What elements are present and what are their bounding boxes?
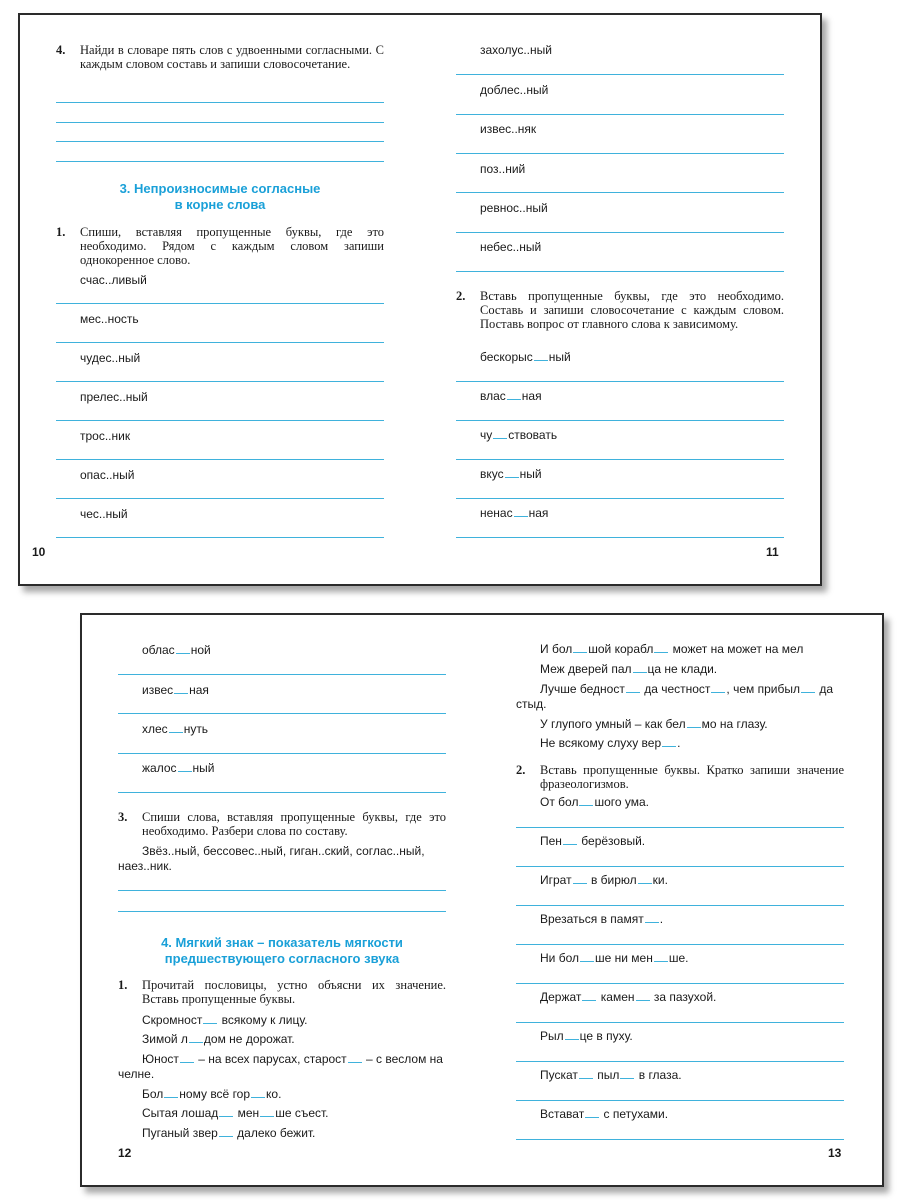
- writing-line: [516, 1061, 844, 1062]
- page-number: 10: [32, 545, 46, 559]
- writing-line: [456, 459, 784, 460]
- page-10: [20, 15, 420, 584]
- blank-gap: [534, 350, 548, 361]
- blank-gap: [620, 1068, 634, 1079]
- writing-line: [516, 905, 844, 906]
- word-item: вкус ный: [480, 467, 542, 481]
- word-item: прелес..ный: [80, 390, 148, 404]
- phrase-item: От бол шого ума.: [540, 795, 649, 809]
- word-item: захолус..ный: [480, 43, 552, 57]
- proverb-line: Меж дверей пал ца не клади.: [540, 662, 718, 676]
- writing-line: [56, 303, 384, 304]
- blank-gap: [801, 682, 815, 693]
- blank-gap: [638, 873, 652, 884]
- word-item: чес..ный: [80, 507, 128, 521]
- blank-gap: [563, 834, 577, 845]
- writing-line: [516, 866, 844, 867]
- page-12: [82, 615, 482, 1185]
- section-heading: [56, 181, 384, 213]
- writing-line: [456, 271, 784, 272]
- blank-gap: [169, 722, 183, 733]
- writing-line: [516, 1139, 844, 1140]
- writing-line: [516, 827, 844, 828]
- writing-line: [56, 459, 384, 460]
- writing-line: [456, 381, 784, 382]
- writing-line: [56, 122, 384, 123]
- word-item: влас ная: [480, 389, 542, 403]
- task-text: Вставь пропущенные буквы. Кратко запиши значение фразеологизмов.: [540, 763, 844, 791]
- writing-line: [56, 342, 384, 343]
- writing-line: [516, 983, 844, 984]
- book-spread-12-13: [80, 613, 884, 1187]
- writing-line: [56, 161, 384, 162]
- word-item: чу ствовать: [480, 428, 558, 442]
- blank-gap: [582, 990, 596, 1001]
- blank-gap: [189, 1032, 203, 1043]
- page-number: 13: [828, 1146, 842, 1160]
- phrase-item: Рыл це в пуху.: [540, 1029, 633, 1043]
- writing-line: [56, 102, 384, 103]
- blank-gap: [654, 642, 668, 653]
- phrase-item: Пускат пыл в глаза.: [540, 1068, 682, 1082]
- section-heading-line: предшествующего согласного звука: [164, 951, 400, 966]
- writing-line: [456, 498, 784, 499]
- blank-gap: [579, 795, 593, 806]
- phrase-item: Врезаться в памят .: [540, 912, 664, 926]
- blank-gap: [633, 662, 647, 673]
- blank-gap: [579, 1068, 593, 1079]
- word-item: бескорыс ный: [480, 350, 571, 364]
- blank-gap: [662, 736, 676, 747]
- writing-line: [456, 192, 784, 193]
- word-list: Звёз..ный, бессовес..ный, гиган..ский, соглас..ный, наез..ник.: [118, 844, 425, 873]
- writing-line: [456, 537, 784, 538]
- blank-gap: [260, 1106, 274, 1117]
- proverb-line: Не всякому слуху вер .: [540, 736, 681, 750]
- phrase-item: Ни бол ше ни мен ше.: [540, 951, 689, 965]
- proverb-line: Зимой л дом не дорожат.: [142, 1032, 295, 1046]
- blank-gap: [164, 1087, 178, 1098]
- proverb-line: Лучше бедност да честност , чем прибыл да стыд.: [516, 682, 834, 711]
- writing-line: [118, 911, 446, 912]
- task-number: 2.: [516, 763, 526, 777]
- writing-line: [516, 1100, 844, 1101]
- writing-line: [56, 381, 384, 382]
- blank-gap: [219, 1106, 233, 1117]
- blank-gap: [573, 873, 587, 884]
- section-heading-line: 3. Непроизносимые согласные: [119, 181, 321, 196]
- blank-gap: [348, 1052, 362, 1063]
- task-text: Спиши слова, вставляя пропущенные буквы, где это необходимо. Разбери слова по составу.: [142, 810, 446, 838]
- task-text: Найди в словаре пять слов с удвоенными согласными. С каждым словом составь и запиши словосочетание.: [80, 43, 384, 71]
- word-item: поз..ний: [480, 162, 526, 176]
- blank-gap: [493, 428, 507, 439]
- book-spread-10-11: [18, 13, 822, 586]
- proverb-line: Сытая лошад мен ше съест.: [142, 1106, 329, 1120]
- proverb-line: Бол ному всё гор ко.: [142, 1087, 282, 1101]
- word-item: ревнос..ный: [480, 201, 548, 215]
- section-heading-line: в корне слова: [174, 197, 266, 212]
- blank-gap: [180, 1052, 194, 1063]
- word-item: счас..ливый: [80, 273, 147, 287]
- word-item: облас ной: [142, 643, 211, 657]
- blank-gap: [505, 467, 519, 478]
- writing-line: [456, 153, 784, 154]
- blank-gap: [626, 682, 640, 693]
- task-text: Спиши, вставляя пропущенные буквы, где это необходимо. Рядом с каждым словом запиши однокоренное слово.: [80, 225, 384, 267]
- word-item: доблес..ный: [480, 83, 549, 97]
- word-item: извес ная: [142, 683, 209, 697]
- blank-gap: [203, 1013, 217, 1024]
- writing-line: [516, 944, 844, 945]
- word-item: чудес..ный: [80, 351, 141, 365]
- proverb-line: Пуганый звер далеко бежит.: [142, 1126, 316, 1140]
- blank-gap: [585, 1107, 599, 1118]
- writing-line: [516, 1022, 844, 1023]
- page-number: 12: [118, 1146, 132, 1160]
- writing-line: [56, 141, 384, 142]
- blank-gap: [687, 717, 701, 728]
- page-13: [482, 615, 882, 1185]
- proverb-line: У глупого умный – как бел мо на глазу.: [540, 717, 768, 731]
- task-text: Вставь пропущенные буквы, где это необходимо. Составь и запиши словосочетание с каждым словом. Поставь вопрос от главного слова к зависимому.: [480, 289, 784, 331]
- proverb-line: Скромност всякому к лицу.: [142, 1013, 308, 1027]
- blank-gap: [178, 761, 192, 772]
- section-heading-line: 4. Мягкий знак – показатель мягкости: [161, 935, 403, 950]
- writing-line: [118, 674, 446, 675]
- task-number: 2.: [456, 289, 466, 303]
- blank-gap: [580, 951, 594, 962]
- blank-gap: [176, 643, 190, 654]
- blank-gap: [711, 682, 725, 693]
- blank-gap: [514, 506, 528, 517]
- page-11: [420, 15, 820, 584]
- writing-line: [118, 713, 446, 714]
- section-heading: [118, 935, 446, 967]
- blank-gap: [219, 1126, 233, 1137]
- blank-gap: [251, 1087, 265, 1098]
- writing-line: [118, 890, 446, 891]
- word-item: ненас ная: [480, 506, 549, 520]
- task-number: 1.: [118, 978, 128, 992]
- writing-line: [56, 537, 384, 538]
- proverb-line: И бол шой корабл может на может на мел: [540, 642, 804, 656]
- task-text: Прочитай пословицы, устно объясни их значение. Вставь пропущенные буквы.: [142, 978, 446, 1006]
- task-number: 1.: [56, 225, 66, 239]
- blank-gap: [636, 990, 650, 1001]
- writing-line: [456, 114, 784, 115]
- phrase-item: Встават с петухами.: [540, 1107, 669, 1121]
- blank-gap: [174, 683, 188, 694]
- word-item: трос..ник: [80, 429, 131, 443]
- phrase-item: Пен берёзовый.: [540, 834, 646, 848]
- writing-line: [456, 420, 784, 421]
- proverb-line: Юност – на всех парусах, старост – с веслом на челне.: [118, 1052, 443, 1081]
- blank-gap: [654, 951, 668, 962]
- task-number: 4.: [56, 43, 66, 57]
- word-item: мес..ность: [80, 312, 139, 326]
- word-item: жалос ный: [142, 761, 215, 775]
- writing-line: [118, 753, 446, 754]
- blank-gap: [565, 1029, 579, 1040]
- writing-line: [456, 74, 784, 75]
- page-number: 11: [766, 545, 779, 559]
- phrase-item: Играт в бирюл ки.: [540, 873, 668, 887]
- writing-line: [56, 498, 384, 499]
- word-item: хлес нуть: [142, 722, 209, 736]
- blank-gap: [573, 642, 587, 653]
- word-item: небес..ный: [480, 240, 542, 254]
- blank-gap: [507, 389, 521, 400]
- task-number: 3.: [118, 810, 128, 824]
- writing-line: [118, 792, 446, 793]
- word-item: извес..няк: [480, 122, 537, 136]
- word-item: опас..ный: [80, 468, 135, 482]
- writing-line: [456, 232, 784, 233]
- phrase-item: Держат камен за пазухой.: [540, 990, 717, 1004]
- blank-gap: [645, 912, 659, 923]
- writing-line: [56, 420, 384, 421]
